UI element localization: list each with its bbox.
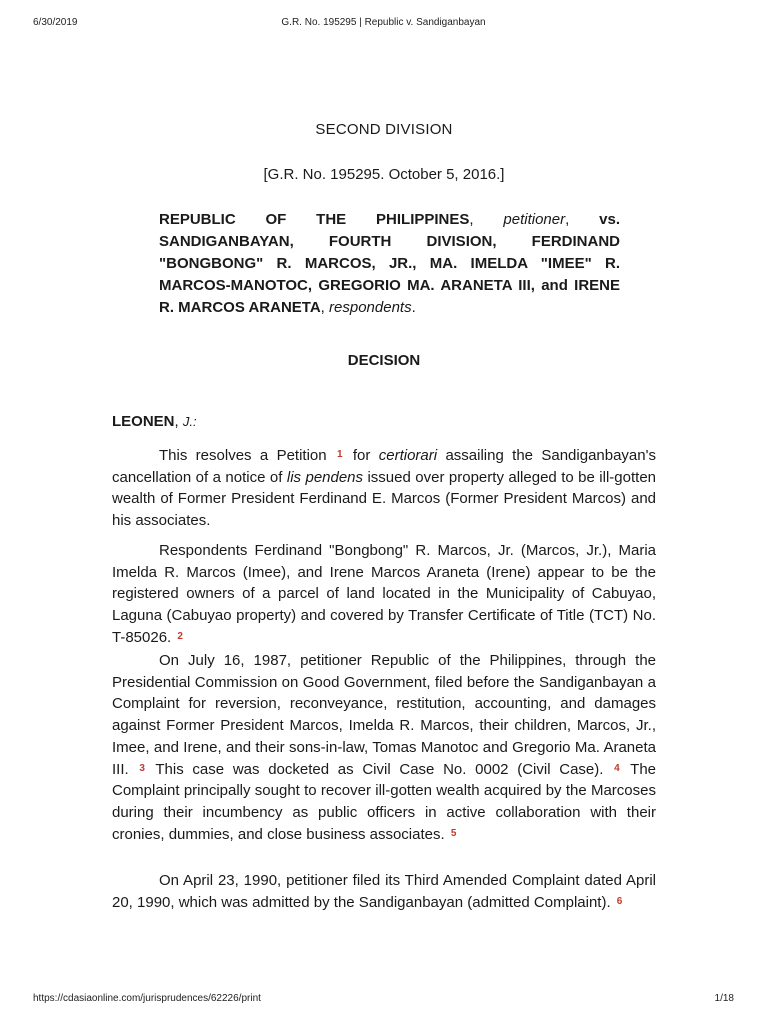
print-footer — [33, 993, 734, 1007]
ponente-suffix: J.: — [182, 414, 197, 429]
respondents-role: respondents — [329, 299, 412, 316]
footnote-link-4[interactable]: 4 — [614, 762, 620, 774]
paragraph-3 — [112, 650, 656, 845]
italic-term: lis pendens — [286, 468, 364, 486]
petitioner-name: REPUBLIC OF THE PHILIPPINES — [159, 211, 470, 228]
italic-term: certiorari — [378, 447, 438, 464]
print-header — [33, 17, 734, 31]
case-number: [G.R. No. 195295. October 5, 2016.] — [263, 166, 505, 183]
paragraph-text: This case was docketed as Civil Case No. 0002 (Civil Case). — [146, 760, 613, 778]
print-page-title: G.R. No. 195295 | Republic v. Sandiganbayan — [281, 17, 486, 28]
versus-label: vs. — [599, 211, 620, 228]
paragraph-4 — [112, 870, 656, 913]
division-heading: SECOND DIVISION — [315, 121, 453, 138]
paragraph-text: assailing the Sandiganbayan's cancellation of a notice of — [112, 447, 656, 486]
footnote-link-3[interactable]: 3 — [139, 762, 145, 774]
paragraph-text: This resolves a Petition — [159, 447, 335, 464]
paragraph-text: The Complaint principally sought to recover ill-gotten wealth acquired by the Marcoses during their incumbency as public officers in active collaboration with their cronies, dummies, and close business associates. — [112, 760, 657, 843]
paragraph-text: issued over property alleged to be ill-gotten wealth of Former President Ferdinand E. Marcos (Former President Marcos) and his associates. — [112, 468, 656, 530]
paragraph-text: On April 23, 1990, petitioner filed its Third Amended Complaint dated April 20, 1990, which was admitted by the Sandiganbayan (admitted Complaint). — [112, 872, 656, 911]
paragraph-2 — [112, 540, 656, 649]
paragraph-text: for — [344, 447, 379, 464]
page-number: 1/18 — [714, 993, 734, 1004]
decision-title: DECISION — [347, 352, 421, 369]
paragraph-text: Respondents Ferdinand "Bongbong" R. Marcos, Jr. (Marcos, Jr.), Maria Imelda R. Marcos (Imee), and Irene Marcos Araneta (Irene) appear to be the registered owners of a parcel of land located in the Municipality of Cabuyao, Laguna (Cabuyao property) and covered by Transfer Certificate of Title (TCT) No. T-85026. — [112, 542, 656, 646]
ponente: LEONEN, J.: — [112, 413, 197, 430]
footnote-link-5[interactable]: 5 — [450, 827, 457, 839]
print-url: https://cdasiaonline.com/jurisprudences/62226/print — [33, 993, 261, 1004]
footnote-link-2[interactable]: 2 — [177, 630, 183, 642]
footnote-link-1[interactable]: 1 — [336, 449, 343, 460]
paragraph-1 — [112, 445, 656, 532]
respondents-names: SANDIGANBAYAN, FOURTH DIVISION, FERDINAND "BONGBONG" R. MARCOS, JR., MA. IMELDA "IMEE" R. MARCOS-MANOTOC, GREGORIO MA. ARANETA III, and IRENE R. MARCOS ARANETA — [159, 233, 620, 316]
ponente-name: LEONEN — [112, 413, 175, 430]
print-date: 6/30/2019 — [33, 17, 78, 28]
case-parties: REPUBLIC OF THE PHILIPPINES, petitioner, vs. SANDIGANBAYAN, FOURTH DIVISION, FERDINAND "BONGBONG" R. MARCOS, JR., MA. IMELDA "IMEE" R. MARCOS-MANOTOC, GREGORIO MA. ARANETA III, and IRENE R. MARCOS ARANETA, respondents. — [159, 211, 620, 316]
paragraph-text: On July 16, 1987, petitioner Republic of the Philippines, through the Presidential Commission on Good Government, filed before the Sandiganbayan a Complaint for reversion, reconveyance, restitution, accounting, and damages against Former President Marcos, Imelda R. Marcos, their children, Marcos, Jr., Imee, and Irene, and their sons-in-law, Tomas Manotoc and Gregorio Ma. Araneta III. — [112, 652, 656, 778]
footnote-link-6[interactable]: 6 — [616, 895, 623, 907]
petitioner-role: petitioner — [503, 211, 566, 228]
